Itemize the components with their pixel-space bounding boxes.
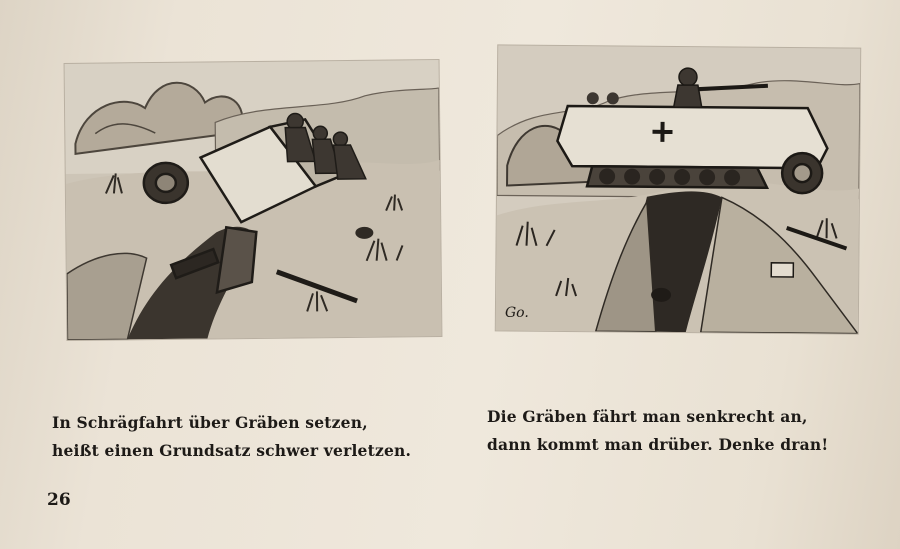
caption-right [487,403,828,459]
illustration-halftrack-crossing [496,45,860,333]
caption-left [52,409,411,465]
page-number: 26 [47,490,71,510]
illustration-overturned-vehicle [65,60,442,340]
caption-right-line-1: Die Gräben fährt man senkrecht an, [487,407,808,426]
overturned-vehicle-drawing [65,60,442,340]
halftrack-crossing-drawing [496,45,860,333]
caption-left-line-2: heißt einen Grundsatz schwer verletzen. [52,441,412,460]
caption-left-line-1: In Schrägfahrt über Gräben setzen, [52,413,368,432]
artist-signature: Go. [505,305,529,321]
caption-right-line-2: dann kommt man drüber. Denke dran! [487,435,829,454]
